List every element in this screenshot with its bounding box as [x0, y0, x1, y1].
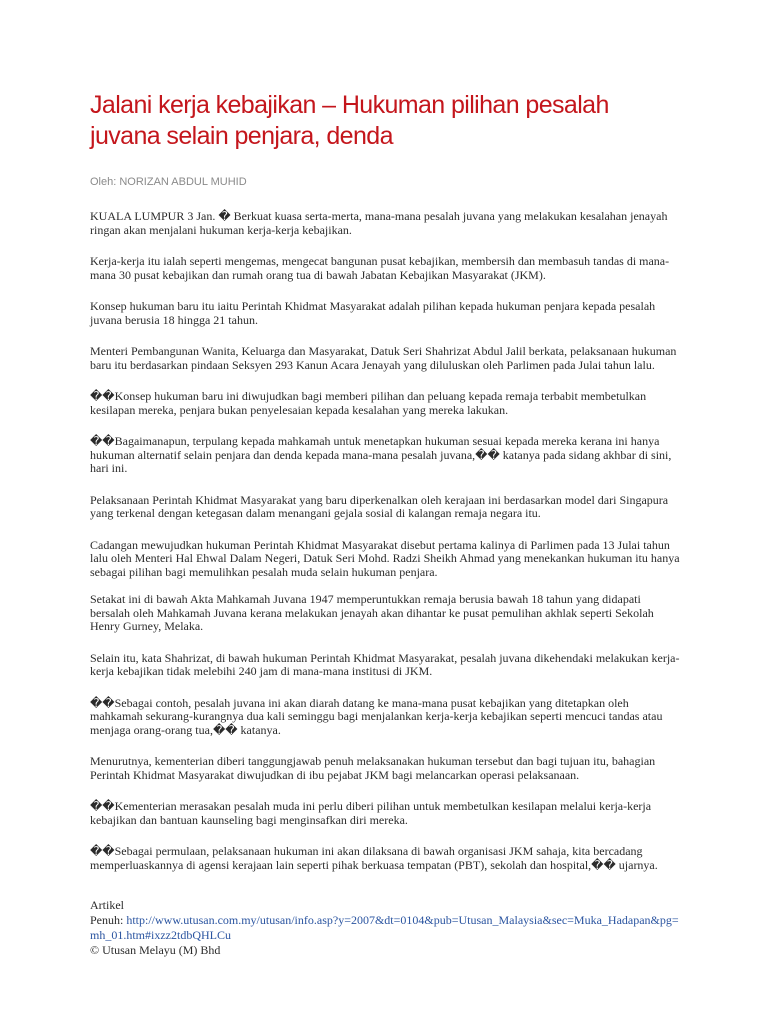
article-body	[90, 210, 680, 872]
article-paragraph: Selain itu, kata Shahrizat, di bawah hukuman Perintah Khidmat Masyarakat, pesalah juvana dikehendaki melakukan kerja-kerja kebajikan tidak melebihi 240 jam di mana-mana institusi di JKM.	[90, 650, 680, 678]
footer-source	[90, 913, 680, 943]
article-paragraph: Menurutnya, kementerian diberi tanggungjawab penuh melaksanakan hukuman tersebut dan bagi tujuan itu, bahagian Perintah Khidmat Masyarakat diwujudkan di ibu pejabat JKM bagi melancarkan operasi pelaksanaan.	[90, 754, 656, 782]
article-paragraph: KUALA LUMPUR 3 Jan. � Berkuat kuasa serta-merta, mana-mana pesalah juvana yang melakukan kesalahan jenayah ringan akan menjalani hukuman kerja-kerja kebajikan.	[90, 209, 668, 237]
article-footer	[90, 898, 680, 958]
article-paragraph: Kerja-kerja itu ialah seperti mengemas, mengecat bangunan pusat kebajikan, membersih dan membasuh tandas di mana-mana 30 pusat kebajikan dan rumah orang tua di bawah Jabatan Kebajikan Masyarakat (JKM).	[90, 254, 670, 282]
footer-copyright: © Utusan Melayu (M) Bhd	[90, 943, 221, 957]
footer-artikel-label: Artikel	[90, 898, 124, 912]
article-paragraph: ��Konsep hukuman baru ini diwujudkan bagi memberi pilihan dan peluang kepada remaja terbabit membetulkan kesilapan mereka, penjara bukan penyelesaian kepada kesalahan yang mereka lakukan.	[90, 389, 647, 417]
source-link[interactable]: http://www.utusan.com.my/utusan/info.asp?y=2007&dt=0104&pub=Utusan_Malaysia&sec=Muka_Hadapan&pg=mh_01.htm#ixzz2tdbQHLCu	[90, 913, 679, 942]
article-paragraph: ��Sebagai permulaan, pelaksanaan hukuman ini akan dilaksana di bawah organisasi JKM sahaja, kita bercadang memperluaskannya di agensi kerajaan lain seperti pihak berkuasa tempatan (PBT), sekolah dan hospital,�� ujarnya.	[90, 844, 658, 872]
article-byline: Oleh: NORIZAN ABDUL MUHID	[90, 176, 247, 188]
article-paragraph: Pelaksanaan Perintah Khidmat Masyarakat yang baru diperkenalkan oleh kerajaan ini berdasarkan model dari Singapura yang terkenal dengan ketegasan dalam menangani gejala sosial di kalangan remaja negara itu.	[90, 492, 669, 520]
article-paragraph: Cadangan mewujudkan hukuman Perintah Khidmat Masyarakat disebut pertama kalinya di Parlimen pada 13 Julai tahun lalu oleh Menteri Hal Ehwal Dalam Negeri, Datuk Seri Mohd. Radzi Sheikh Ahmad yang menekankan hukuman itu hanya sebagai pilihan bagi memulihkan pesalah muda selain hukuman penjara.	[90, 537, 680, 579]
article-paragraph: ��Kementerian merasakan pesalah muda ini perlu diberi pilihan untuk membetulkan kesilapan melalui kerja-kerja kebajikan dan bantuan kaunseling bagi menginsafkan diri mereka.	[90, 799, 652, 827]
article-title: Jalani kerja kebajikan – Hukuman pilihan pesalah juvana selain penjara, denda	[90, 91, 609, 150]
article	[90, 90, 680, 958]
article-paragraph: ��Bagaimanapun, terpulang kepada mahkamah untuk menetapkan hukuman sesuai kepada mereka kerana ini hanya hukuman alternatif selain penjara dan denda kepada mana-mana pesalah juvana,�� katanya pada sidang akhbar di sini, hari ini.	[90, 434, 672, 475]
article-paragraph: Menteri Pembangunan Wanita, Keluarga dan Masyarakat, Datuk Seri Shahrizat Abdul Jalil berkata, pelaksanaan hukuman baru itu berdasarkan pindaan Seksyen 293 Kanun Acara Jenayah yang diluluskan oleh Parlimen pada Julai tahun lalu.	[90, 344, 677, 372]
article-paragraph: Setakat ini di bawah Akta Mahkamah Juvana 1947 memperuntukkan remaja berusia bawah 18 tahun yang didapati bersalah oleh Mahkamah Juvana kerana melakukan jenayah akan dihantar ke pusat pemulihan akhlak seperti Sekolah Henry Gurney, Melaka.	[90, 592, 654, 633]
article-paragraph: ��Sebagai contoh, pesalah juvana ini akan diarah datang ke mana-mana pusat kebajikan yang ditetapkan oleh mahkamah sekurang-kurangnya dua kali seminggu bagi menjalankan kerja-kerja kebajikan seperti mencuci tandas atau menjaga orang-orang tua,�� katanya.	[90, 695, 663, 737]
article-paragraph: Konsep hukuman baru itu iaitu Perintah Khidmat Masyarakat adalah pilihan kepada hukuman penjara kepada pesalah juvana berusia 18 hingga 21 tahun.	[90, 299, 656, 327]
footer-penuh-label: Penuh:	[90, 913, 124, 927]
